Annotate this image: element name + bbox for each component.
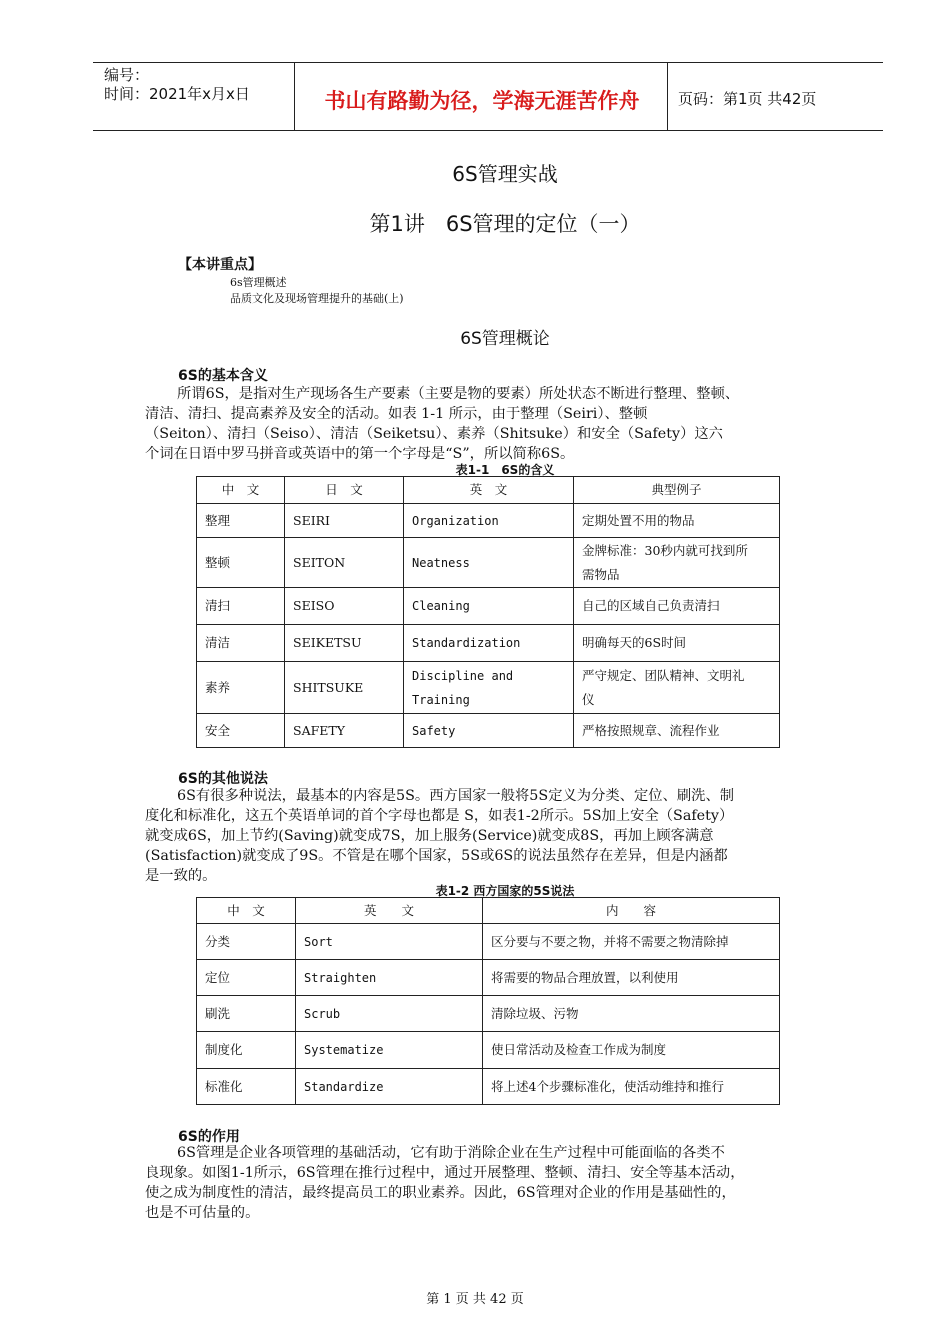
table-cell: 明确每天的6S时间 <box>574 625 780 662</box>
paragraph-basic-meaning <box>145 384 837 464</box>
header-motto: 书山有路勤为径，学海无涯苦作舟 <box>324 89 640 113</box>
cell-line: Training <box>412 692 470 707</box>
table-header-row <box>197 477 780 504</box>
table-header-row <box>197 898 780 924</box>
table-cell: 将上述4个步骤标准化，使活动维持和推行 <box>483 1069 780 1105</box>
table-cell: 严格按照规章、流程作业 <box>574 714 780 748</box>
table-cell: 整顿 <box>197 538 285 588</box>
table-header-cell: 典型例子 <box>574 477 780 504</box>
table-cell: Standardize <box>296 1069 483 1105</box>
table-cell <box>574 538 780 588</box>
table-cell: 自己的区域自己负责清扫 <box>574 588 780 625</box>
table-cell: Neatness <box>404 538 574 588</box>
table-6s-meaning <box>196 476 780 748</box>
table-row <box>197 924 780 960</box>
table2-caption: 表1-2 西方国家的5S说法 <box>435 884 575 898</box>
table-row <box>197 662 780 714</box>
table-cell: 清扫 <box>197 588 285 625</box>
table-cell: 安全 <box>197 714 285 748</box>
header-top-rule <box>93 62 883 63</box>
table-cell: 清除垃圾、污物 <box>483 996 780 1032</box>
table-cell: Straighten <box>296 960 483 996</box>
table-row <box>197 588 780 625</box>
paragraph-line: 6S有很多种说法，最基本的内容是5S。西方国家一般将5S定义为分类、定位、刷洗、制 <box>177 788 735 804</box>
key-point-item: 品质文化及现场管理提升的基础(上) <box>230 292 404 305</box>
table-header-cell: 中 文 <box>197 477 285 504</box>
key-point-item: 6s管理概述 <box>230 276 287 289</box>
table-cell: Systematize <box>296 1032 483 1069</box>
section-heading-function: 6S的作用 <box>178 1129 240 1145</box>
paragraph-line: 清洁、清扫、提高素养及安全的活动。如表 1-1 所示，由于整理（Seiri）、整顿 <box>145 406 648 422</box>
table-cell: 制度化 <box>197 1032 296 1069</box>
paragraph-other-terms <box>145 786 837 886</box>
paragraph-line: (Satisfaction)就变成了9S。不管是在哪个国家，5S或6S的说法虽然存在差异，但是内涵都 <box>145 848 728 864</box>
table-cell: SAFETY <box>285 714 404 748</box>
table-cell: 使日常活动及检查工作成为制度 <box>483 1032 780 1069</box>
table-cell <box>404 662 574 714</box>
header-left <box>104 66 250 104</box>
table-row <box>197 625 780 662</box>
table-cell <box>574 662 780 714</box>
paragraph-function <box>145 1143 837 1223</box>
key-points-heading: 【本讲重点】 <box>178 257 262 273</box>
document-title: 6S管理实战 <box>452 162 558 186</box>
table-row <box>197 714 780 748</box>
time-label: 时间：2021年x月x日 <box>104 85 250 103</box>
table-cell: SEITON <box>285 538 404 588</box>
table-cell: 分类 <box>197 924 296 960</box>
table-western-5s <box>196 897 780 1105</box>
paragraph-line: 个词在日语中罗马拼音或英语中的第一个字母是“S”，所以简称6S。 <box>145 446 575 462</box>
table-cell: SEISO <box>285 588 404 625</box>
table-cell: Scrub <box>296 996 483 1032</box>
table-cell: SEIRI <box>285 504 404 538</box>
table-cell: Safety <box>404 714 574 748</box>
table-cell: 素养 <box>197 662 285 714</box>
table-cell: Organization <box>404 504 574 538</box>
header-page-info: 页码：第1页 共42页 <box>678 90 817 108</box>
paragraph-line: 也是不可估量的。 <box>145 1205 260 1221</box>
table-cell: Standardization <box>404 625 574 662</box>
cell-line: 仪 <box>582 691 595 707</box>
cell-line: Discipline and <box>412 668 514 683</box>
paragraph-line: （Seiton）、清扫（Seiso）、清洁（Seiketsu）、素养（Shitsuke）和安全（Safety）这六 <box>145 426 723 442</box>
table-cell: 定期处置不用的物品 <box>574 504 780 538</box>
cell-line: 金牌标准：30秒内就可找到所 <box>582 542 748 558</box>
table-row <box>197 996 780 1032</box>
paragraph-line: 良现象。如图1-1所示，6S管理在推行过程中，通过开展整理、整顿、清扫、安全等基本活动， <box>145 1165 745 1181</box>
page-footer: 第 1 页 共 42 页 <box>426 1292 524 1307</box>
lecture-title: 第1讲 6S管理的定位（一） <box>369 212 641 236</box>
table-cell: 标准化 <box>197 1069 296 1105</box>
table-header-cell: 英 文 <box>296 898 483 924</box>
paragraph-line: 是一致的。 <box>145 868 217 884</box>
table-cell: 刷洗 <box>197 996 296 1032</box>
table-cell: SEIKETSU <box>285 625 404 662</box>
table-cell: 整理 <box>197 504 285 538</box>
paragraph-line: 度化和标准化，这五个英语单词的首个字母也都是 S，如表1-2所示。5S加上安全（Safety） <box>145 808 734 824</box>
table-cell: SHITSUKE <box>285 662 404 714</box>
paragraph-line: 就变成6S，加上节约(Saving)就变成7S，加上服务(Service)就变成8S，再加上顾客满意 <box>145 828 714 844</box>
section-heading-basic-meaning: 6S的基本含义 <box>178 368 268 384</box>
cell-line: 需物品 <box>582 566 620 582</box>
table-header-cell: 中 文 <box>197 898 296 924</box>
table1-caption: 表1-1 6S的含义 <box>455 463 555 477</box>
table-cell: Sort <box>296 924 483 960</box>
table-cell: 区分要与不要之物，并将不需要之物清除掉 <box>483 924 780 960</box>
table-row <box>197 1069 780 1105</box>
header-bottom-rule <box>93 130 883 131</box>
table-row <box>197 538 780 588</box>
table-cell: Cleaning <box>404 588 574 625</box>
header-divider-1 <box>294 62 295 130</box>
paragraph-line: 6S管理是企业各项管理的基础活动，它有助于消除企业在生产过程中可能面临的各类不 <box>177 1145 725 1161</box>
table-row <box>197 960 780 996</box>
table-cell: 将需要的物品合理放置，以利使用 <box>483 960 780 996</box>
table-cell: 清洁 <box>197 625 285 662</box>
table-header-cell: 英 文 <box>404 477 574 504</box>
table-header-cell: 日 文 <box>285 477 404 504</box>
section-title: 6S管理概论 <box>460 329 550 349</box>
number-label: 编号： <box>104 66 150 84</box>
paragraph-line: 所谓6S，是指对生产现场各生产要素（主要是物的要素）所处状态不断进行整理、整顿、 <box>177 386 740 402</box>
table-row <box>197 1032 780 1069</box>
paragraph-line: 使之成为制度性的清洁，最终提高员工的职业素养。因此，6S管理对企业的作用是基础性的， <box>145 1185 736 1201</box>
table-cell: 定位 <box>197 960 296 996</box>
cell-line: 严守规定、团队精神、文明礼 <box>582 667 745 683</box>
table-row <box>197 504 780 538</box>
section-heading-other-terms: 6S的其他说法 <box>178 771 268 787</box>
table-header-cell: 内 容 <box>483 898 780 924</box>
